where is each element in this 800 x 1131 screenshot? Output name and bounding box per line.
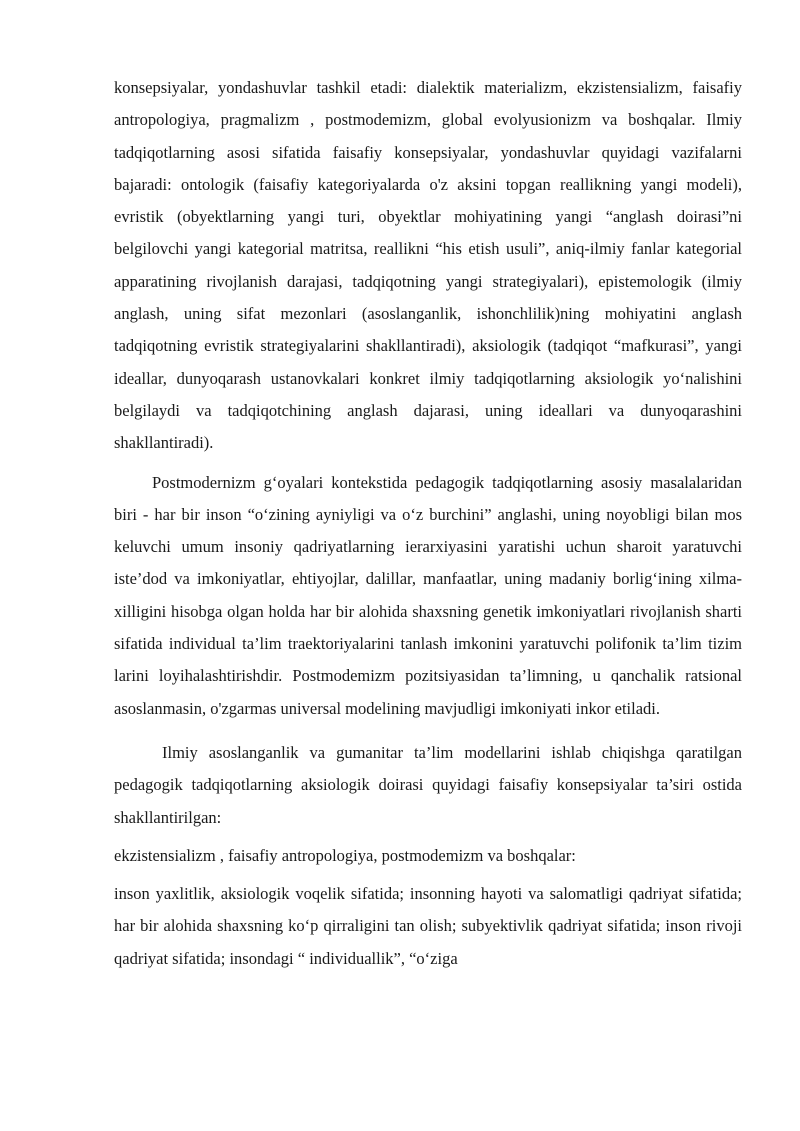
paragraph-concept-list: ekzistensializm , faisafiy antropologiya, postmodemizm va boshqalar: [114,845,576,865]
paragraph-philosophical-concepts: konsepsiyalar, yondashuvlar tashkil etadi: dialektik materializm, ekzistensializm, faisafiy antropologiya, pragmalizm , postmodemizm, global evolyusionizm va boshqalar. Ilmiy tadqiqotlarning asosi sifatida faisafiy konsepsiyalar, yondashuvlar quyidagi vazifalarni bajaradi: ontologik (faisafiy kategoriyalarda o'z aksini topgan reallikning yangi modeli), evristik (obyektlarning yangi turi, obyektlar mohiyatining yangi “anglash doirasi”ni belgilovchi yangi kategorial matritsa, reallikni “his etish usuli”, aniq-ilmiy fanlar kategorial apparatining rivojlanish darajasi, tadqiqotning yangi strategiyalari), epistemologik (ilmiy anglash, uning sifat mezonlari (asoslanganlik, ishonchlilik)ning mohiyatini anglash tadqiqotning evristik strategiyalarini shakllantiradi), aksiologik (tadqiqot “mafkurasi”, yangi ideallar, dunyoqarash ustanovkalari konkret ilmiy tadqiqotlarning aksiologik yo‘nalishini belgilaydi va tadqiqotchining anglash dajarasi, uning ideallari va dunyoqarashini shakllantiradi). [114,78,742,453]
paragraph-human-values: inson yaxlitlik, aksiologik voqelik sifatida; insonning hayoti va salomatligi qadriyat sifatida; har bir alohida shaxsning ko‘p qirraligini tan olish; subyektivlik qadriyat sifatida; inson rivoji qadriyat sifatida; insondagi “ individuallik”, “o‘ziga [114,884,742,968]
document-body [114,72,742,975]
paragraph-postmodernism: Postmodernizm g‘oyalari kontekstida pedagogik tadqiqotlarning asosiy masalalaridan biri - har bir inson “o‘zining ayniyligi va o‘z burchini” anglashi, uning noyobligi bilan mos keluvchi umum insoniy qadriyatlarning ierarxiyasini yaratishi uchun sharoit yaratuvchi iste’dod va imkoniyatlar, ehtiyojlar, dalillar, manfaatlar, uning madaniy borlig‘ining xilma-xilligini hisobga olgan holda har bir alohida shaxsning genetik imkoniyatlari rivojlanish sharti sifatida individual ta’lim traektoriyalarini tanlash imkonini yaratuvchi polifonik ta’lim tizim larini loyihalashtirishdir. Postmodemizm pozitsiyasidan ta’limning, u qanchalik ratsional asoslanmasin, o'zgarmas universal modelining mavjudligi imkoniyati inkor etiladi. [114,472,742,718]
paragraph-axiological-scope: Ilmiy asoslanganlik va gumanitar ta’lim modellarini ishlab chiqishga qaratilgan pedagogik tadqiqotlarning aksiologik doirasi quyidagi faisafiy konsepsiyalar ta’siri ostida shakllantirilgan: [114,742,742,827]
